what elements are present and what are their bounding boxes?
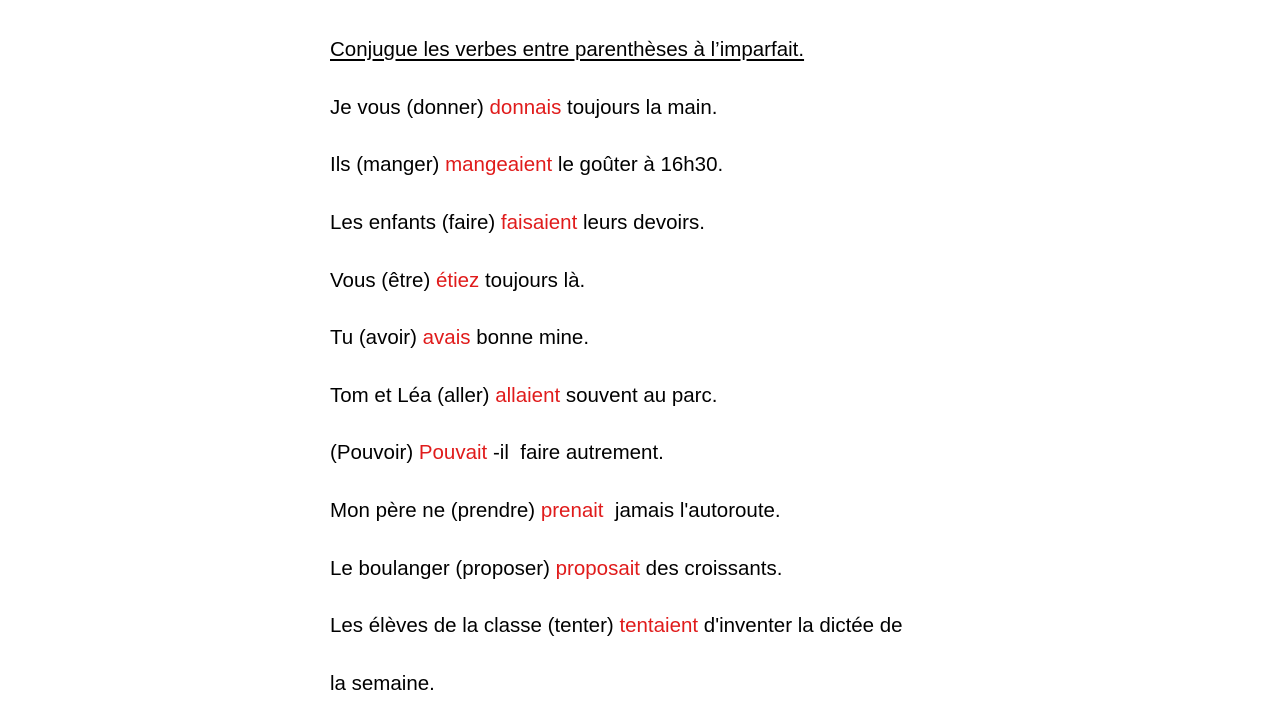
sentence-10	[330, 610, 903, 642]
sentence-text: Les enfants (faire)	[330, 211, 501, 234]
sentence-text: Je vous (donner)	[330, 96, 490, 119]
answer-verb: tentaient	[619, 614, 699, 637]
sentence-text: Vous (être)	[330, 269, 436, 292]
sentence-5	[330, 322, 589, 354]
sentence-text: leurs devoirs.	[577, 211, 705, 234]
answer-verb: avais	[422, 326, 471, 349]
sentence-text: souvent au parc.	[560, 384, 718, 407]
answer-verb: proposait	[555, 557, 640, 580]
sentence-8	[330, 495, 781, 527]
sentence-1	[330, 92, 717, 124]
answer-verb: faisaient	[500, 211, 578, 234]
answer-verb: donnais	[489, 96, 562, 119]
sentence-text: (Pouvoir)	[330, 441, 419, 464]
sentence-6	[330, 380, 717, 412]
sentence-text: Ils (manger)	[330, 153, 446, 176]
sentence-7	[330, 437, 664, 469]
sentence-text: le goûter à 16h30.	[552, 153, 724, 176]
sentence-text: Les élèves de la classe (tenter)	[330, 614, 620, 637]
sentence-text: Mon père ne (prendre)	[330, 499, 541, 522]
answer-verb: Pouvait	[418, 441, 493, 464]
answer-verb: mangeaient	[445, 153, 553, 176]
instruction-title: Conjugue les verbes entre parenthèses à l’imparfait.	[330, 38, 805, 61]
sentence-9	[330, 553, 782, 585]
sentence-text: toujours là.	[479, 269, 586, 292]
sentence-text: Tom et Léa (aller)	[330, 384, 496, 407]
sentence-text: jamais l'autoroute.	[603, 499, 781, 522]
sentence-3	[330, 207, 705, 239]
sentence-text: d'inventer la dictée de	[698, 614, 903, 637]
sentence-text: la semaine.	[330, 672, 435, 695]
sentence-4	[330, 265, 585, 297]
answer-verb: prenait	[540, 499, 604, 522]
answer-verb: étiez	[435, 269, 480, 292]
sentence-text: toujours la main.	[561, 96, 718, 119]
sentence-text: Le boulanger (proposer)	[330, 557, 556, 580]
sentence-text: des croissants.	[639, 557, 783, 580]
answer-verb: allaient	[495, 384, 561, 407]
sentence-text: -il faire autrement.	[492, 441, 664, 464]
sentence-2	[330, 149, 723, 181]
sentence-text: bonne mine.	[470, 326, 590, 349]
sentence-text: Tu (avoir)	[330, 326, 423, 349]
sentence-10-continuation	[330, 668, 435, 700]
